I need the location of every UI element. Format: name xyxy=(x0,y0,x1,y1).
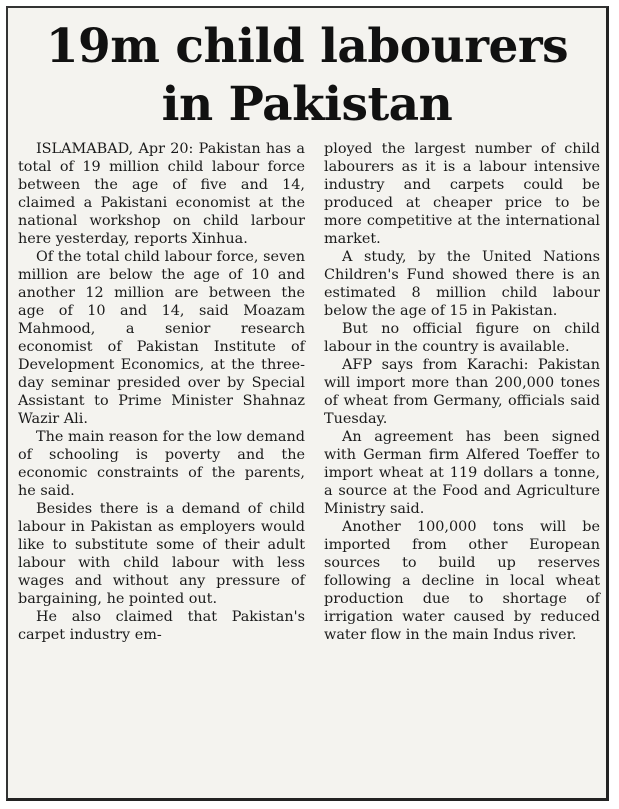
left-column xyxy=(18,140,305,644)
paragraph: Besides there is a demand of child labour in Pakistan as employers would like to substitute some of their adult labour with child labour with less wages and without any pressure of bargaining, he pointed out. xyxy=(18,501,305,607)
headline xyxy=(8,18,606,134)
paragraph: ISLAMABAD, Apr 20: Pakistan has a total of 19 million child labour force between the age of five and 14, claimed a Pakistani economist at the national workshop on child larbour here yesterday, reports Xinhua. xyxy=(18,141,305,247)
paragraph: The main reason for the low demand of schooling is poverty and the economic constraints of the parents, he said. xyxy=(18,429,305,499)
right-column xyxy=(324,140,600,644)
paragraph: AFP says from Karachi: Pakistan will import more than 200,000 tones of wheat from Germany, officials said Tuesday. xyxy=(324,357,600,427)
paragraph: But no official figure on child labour in the country is available. xyxy=(324,321,600,355)
paragraph: He also claimed that Pakistan's carpet industry em- xyxy=(18,609,305,643)
paragraph: Of the total child labour force, seven million are below the age of 10 and another 12 million are between the age of 10 and 14, said Moazam Mahmood, a senior research economist of Pakistan Institute of Development Economics, at the three-day seminar presided over by Special Assistant to Prime Minister Shahnaz Wazir Ali. xyxy=(18,249,305,427)
paragraph: ployed the largest number of child labourers as it is a labour intensive industry and carpets could be produced at cheaper price to be more competitive at the international market. xyxy=(324,141,600,247)
paragraph: An agreement has been signed with German firm Alfered Toeffer to import wheat at 119 dollars a tonne, a source at the Food and Agriculture Ministry said. xyxy=(324,429,600,517)
newspaper-clipping xyxy=(6,6,609,801)
headline-line-2: in Pakistan xyxy=(161,77,453,132)
paragraph: Another 100,000 tons will be imported from other European sources to build up reserves following a decline in local wheat production due to shortage of irrigation water caused by reduced water flow in the main Indus river. xyxy=(324,519,600,643)
headline-line-1: 19m child labourers xyxy=(45,19,569,74)
paragraph: A study, by the United Nations Children's Fund showed there is an estimated 8 million child labour below the age of 15 in Pakistan. xyxy=(324,249,600,319)
